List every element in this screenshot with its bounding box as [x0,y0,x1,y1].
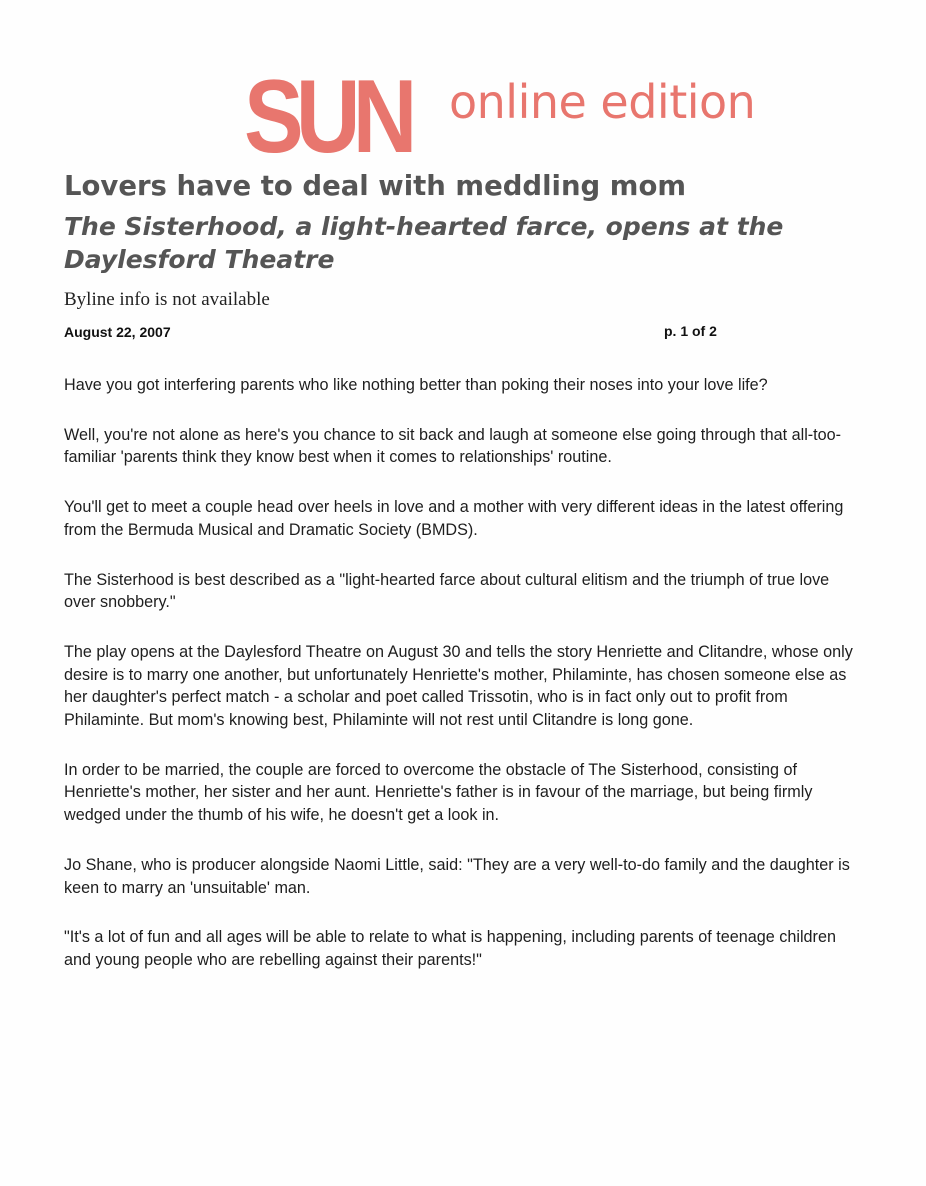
edition-label: online edition [449,75,756,129]
masthead [244,59,804,175]
article-subheadline: The Sisterhood, a light-hearted farce, opens at the Daylesford Theatre [64,212,784,274]
article-paragraph: You'll get to meet a couple head over heels in love and a mother with very different ideas in the latest offering from the Bermuda Musical and Dramatic Society (BMDS). [64,498,844,539]
article-paragraph: Well, you're not alone as here's you chance to sit back and laugh at someone else going through that all-too-familiar 'parents think they know best when it comes to relationships' routine. [64,425,842,467]
article-paragraph: The Sisterhood is best described as a "light-hearted farce about cultural elitism and the triumph of true love over snobbery." [64,570,830,612]
article-paragraph: Jo Shane, who is producer alongside Naomi Little, said: "They are a very well-to-do family and the daughter is keen to marry an 'unsuitable' man. [64,855,850,897]
article-body [64,374,854,999]
article-paragraph: Have you got interfering parents who like nothing better than poking their noses into your love life? [64,376,768,394]
article-paragraph: The play opens at the Daylesford Theatre on August 30 and tells the story Henriette and Clitandre, whose only desire is to marry one another, but unfortunately Henriette's mother, Philaminte, has chosen someone else as her daughter's perfect match - a scholar and poet called Trissotin, who is in fact only out to profit from Philaminte. But mom's knowing best, Philaminte will not rest until Clitandre is long gone. [64,642,853,730]
article-headline: Lovers have to deal with meddling mom [64,170,686,202]
page-indicator: p. 1 of 2 [664,323,717,339]
sun-logo: SUN [244,59,410,175]
article-paragraph: In order to be married, the couple are forced to overcome the obstacle of The Sisterhood, consisting of Henriette's mother, her sister and her aunt. Henriette's father is in favour of the marriage, but being firmly wedged under the thumb of his wife, he doesn't get a look in. [64,760,813,825]
byline: Byline info is not available [64,289,270,310]
article-date: August 22, 2007 [64,324,171,340]
article-paragraph: "It's a lot of fun and all ages will be able to relate to what is happening, including parents of teenage children and young people who are rebelling against their parents!" [64,928,836,969]
